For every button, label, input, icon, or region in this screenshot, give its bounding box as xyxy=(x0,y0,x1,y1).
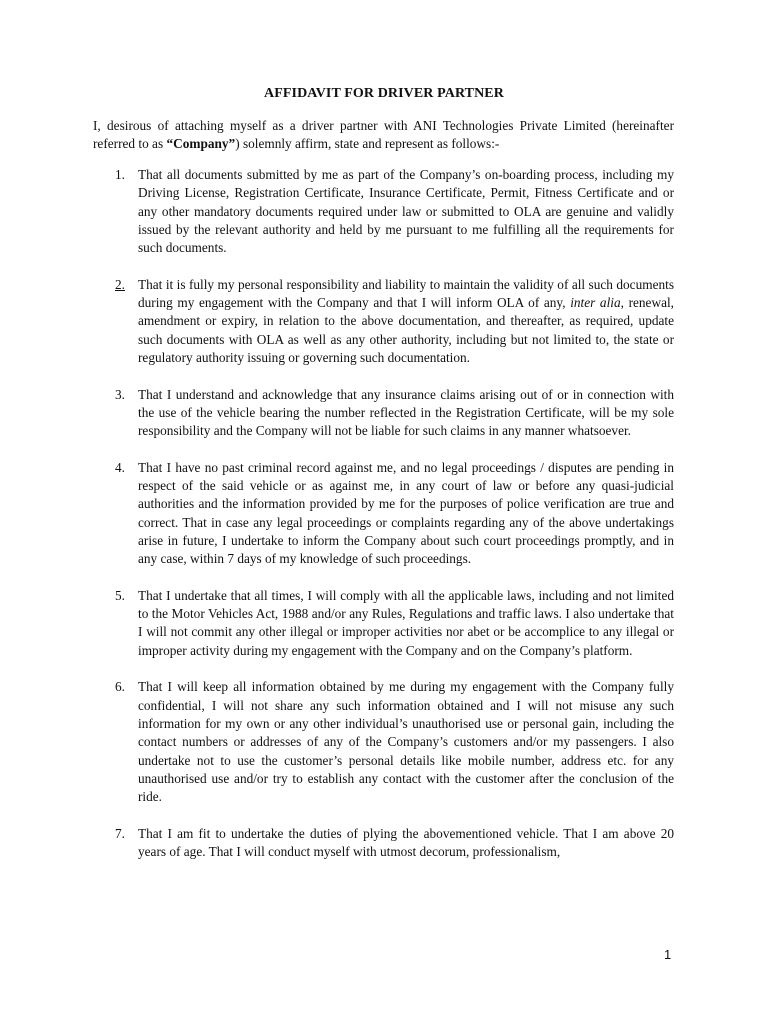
intro-paragraph xyxy=(93,117,674,154)
clause-text: That I am fit to undertake the duties of plying the abovementioned vehicle. That I am above 20 years of age. That I will conduct myself with utmost decorum, professionalism, xyxy=(138,825,674,859)
clause-number: 6. xyxy=(115,679,125,695)
page-number: 1 xyxy=(664,947,672,962)
clause-number: 3. xyxy=(115,386,125,402)
document-title: AFFIDAVIT FOR DRIVER PARTNER xyxy=(264,86,504,101)
intro-company-term: “Company” xyxy=(166,136,236,152)
clause-number: 2. xyxy=(115,276,125,292)
clause-6 xyxy=(93,678,674,806)
intro-text-after: ) solemnly affirm, state and represent as follows:- xyxy=(235,136,500,152)
clause-italic-term: inter alia xyxy=(570,295,621,311)
clause-7 xyxy=(93,825,674,862)
clause-number: 5. xyxy=(115,587,125,603)
clause-text: That I undertake that all times, I will comply with all the applicable laws, including and not limited to the Motor Vehicles Act, 1988 and/or any Rules, Regulations and traffic laws. I also undertake that I will not commit any other illegal or improper activities nor abet or be accomplice to any illegal or improper activity during my engagement with the Company and on the Company’s platform. xyxy=(138,587,674,658)
clause-list xyxy=(93,166,674,880)
clause-5 xyxy=(93,587,674,660)
clause-text xyxy=(138,277,674,365)
intro-text-before: I, desirous of attaching myself as a driver partner with ANI Technologies Private Limited (hereinafter referred to as xyxy=(93,118,674,152)
clause-text: That I have no past criminal record against me, and no legal proceedings / disputes are pending in respect of the said vehicle or as against me, in any court of law or before any quasi-judicial authorities and the information provided by me for the purposes of police verification are true and correct. That in case any legal proceedings or complaints regarding any of the above undertakings arise in future, I undertake to inform the Company about such court proceedings promptly, and in any case, within 7 days of my knowledge of such proceedings. xyxy=(138,459,674,567)
clause-3 xyxy=(93,386,674,441)
clause-number: 1. xyxy=(115,167,125,182)
clause-text: That I understand and acknowledge that any insurance claims arising out of or in connection with the use of the vehicle bearing the number reflected in the Registration Certificate, will be my sole responsibility and the Company will not be liable for such claims in any manner whatsoever. xyxy=(138,386,674,439)
clause-number: 4. xyxy=(115,459,125,475)
clause-1 xyxy=(93,166,674,257)
clause-2 xyxy=(93,276,674,367)
clause-4 xyxy=(93,459,674,569)
clause-text: That all documents submitted by me as part of the Company’s on-boarding process, including my Driving License, Registration Certificate, Insurance Certificate, Permit, Fitness Certificate and or any other mandatory documents required under law or submitted to OLA are genuine and validly issued by the relevant authority and held by me pursuant to me fulfilling all the requirements for such documents. xyxy=(138,167,674,256)
clause-text: That I will keep all information obtained by me during my engagement with the Company fully confidential, I will not share any such information obtained and I will not misuse any such information for my own or any other individual’s unauthorised use or personal gain, including the contact numbers or addresses of any of the Company’s customers and/or my passengers. I also undertake not to use the customer’s personal details like mobile number, address etc. for any unauthorised use and/or try to establish any contact with the customer after the conclusion of the ride. xyxy=(138,679,674,805)
clause-text-before: That it is fully my personal responsibility and liability to maintain the validity of all such documents during my engagement with the Company and that I will inform OLA of any, xyxy=(138,276,674,311)
clause-number: 7. xyxy=(115,825,125,841)
clause-text-after: , renewal, amendment or expiry, in relation to the above documentation, and thereafter, as required, update such documents with OLA as well as any other authority, including but not limited to, the state or regulatory authority issuing or governing such documentation. xyxy=(138,295,674,365)
